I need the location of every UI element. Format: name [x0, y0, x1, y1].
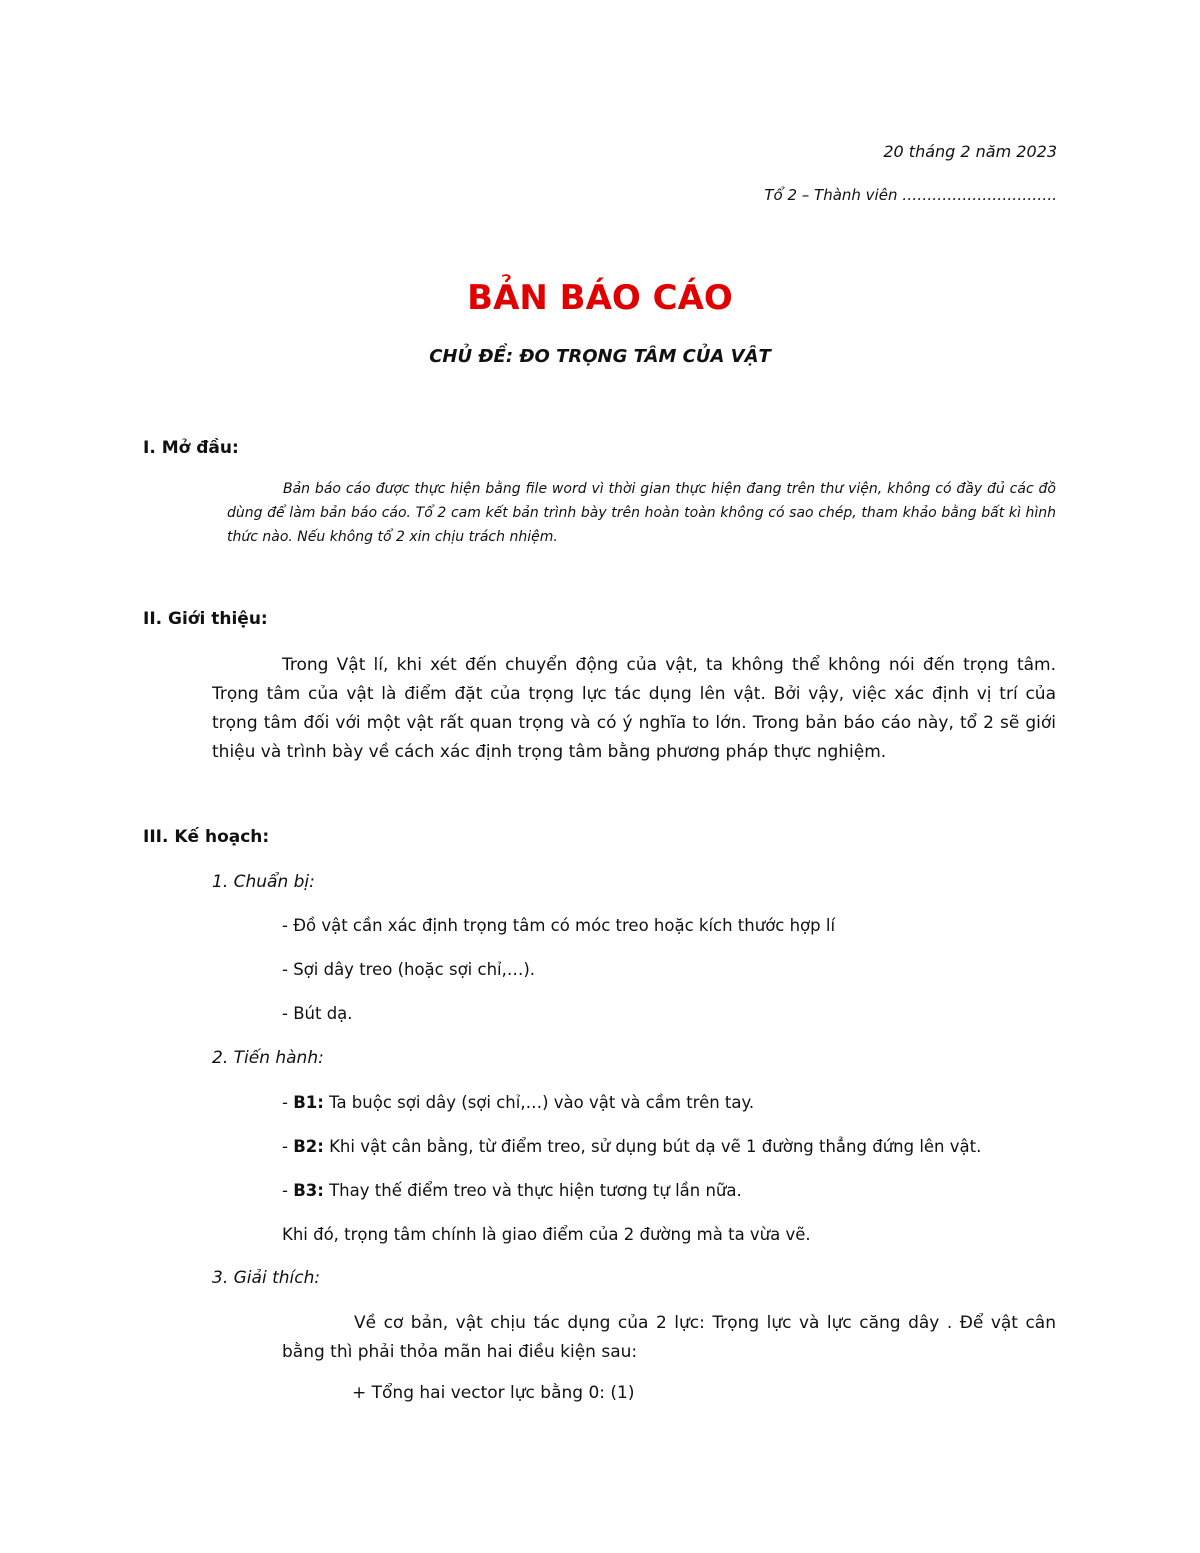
subheading-prepare: 1. Chuẩn bị:: [212, 872, 315, 892]
explain-paragraph: Về cơ bản, vật chịu tác dụng của 2 lực: Trọng lực và lực căng dây . Để vật cân bằng thì phải thỏa mãn hai điều kiện sau:: [282, 1313, 1056, 1362]
section-heading-about: II. Giới thiệu:: [143, 609, 268, 629]
prepare-item: - Đồ vật cần xác định trọng tâm có móc treo hoặc kích thước hợp lí: [282, 916, 836, 935]
step-text: Thay thế điểm treo và thực hiện tương tự lần nữa.: [323, 1181, 742, 1200]
step-text: Ta buộc sợi dây (sợi chỉ,…) vào vật và cầm trên tay.: [323, 1093, 755, 1112]
step-item: [282, 1137, 981, 1156]
intro-paragraph: Bản báo cáo được thực hiện bằng file word vì thời gian thực hiện đang trên thư viện, không có đầy đủ các đồ dùng để làm bản báo cáo. Tổ 2 cam kết bản trình bày trên hoàn toàn không có sao chép, tham khảo bằng bất kì hình thức nào. Nếu không tổ 2 xin chịu trách nhiệm.: [227, 481, 1056, 545]
subheading-explain: 3. Giải thích:: [212, 1268, 321, 1288]
step-key: B3:: [293, 1181, 324, 1200]
step-text: Khi vật cân bằng, từ điểm treo, sử dụng bút dạ vẽ 1 đường thẳng đứng lên vật.: [323, 1137, 982, 1156]
prepare-item: - Sợi dây treo (hoặc sợi chỉ,…).: [282, 960, 536, 979]
step-prefix: -: [282, 1181, 294, 1200]
prepare-item: - Bút dạ.: [282, 1004, 353, 1023]
report-title: BẢN BÁO CÁO: [467, 278, 733, 318]
section-heading-plan: III. Kế hoạch:: [143, 827, 270, 847]
report-subtitle: CHỦ ĐỀ: ĐO TRỌNG TÂM CỦA VẬT: [429, 346, 771, 367]
step-conclusion: Khi đó, trọng tâm chính là giao điểm của 2 đường mà ta vừa vẽ.: [282, 1225, 811, 1244]
condition-line: + Tổng hai vector lực bằng 0: (1): [352, 1383, 635, 1403]
step-item: [282, 1181, 742, 1200]
step-prefix: -: [282, 1137, 294, 1156]
about-paragraph: Trong Vật lí, khi xét đến chuyển động của vật, ta không thể không nói đến trọng tâm. Trọng tâm của vật là điểm đặt của trọng lực tác dụng lên vật. Bởi vậy, việc xác định vị trí của trọng tâm đối với một vật rất quan trọng và có ý nghĩa to lớn. Trong bản báo cáo này, tổ 2 sẽ giới thiệu và trình bày về cách xác định trọng tâm bằng phương pháp thực nghiệm.: [212, 655, 1056, 762]
group-member-line: Tổ 2 – Thành viên ………………………….: [764, 186, 1057, 204]
step-item: [282, 1093, 754, 1112]
step-key: B2:: [293, 1137, 324, 1156]
section-heading-intro: I. Mở đầu:: [143, 438, 239, 458]
report-date: 20 tháng 2 năm 2023: [883, 142, 1057, 161]
step-key: B1:: [293, 1093, 324, 1112]
step-prefix: -: [282, 1093, 294, 1112]
subheading-proceed: 2. Tiến hành:: [212, 1048, 324, 1068]
